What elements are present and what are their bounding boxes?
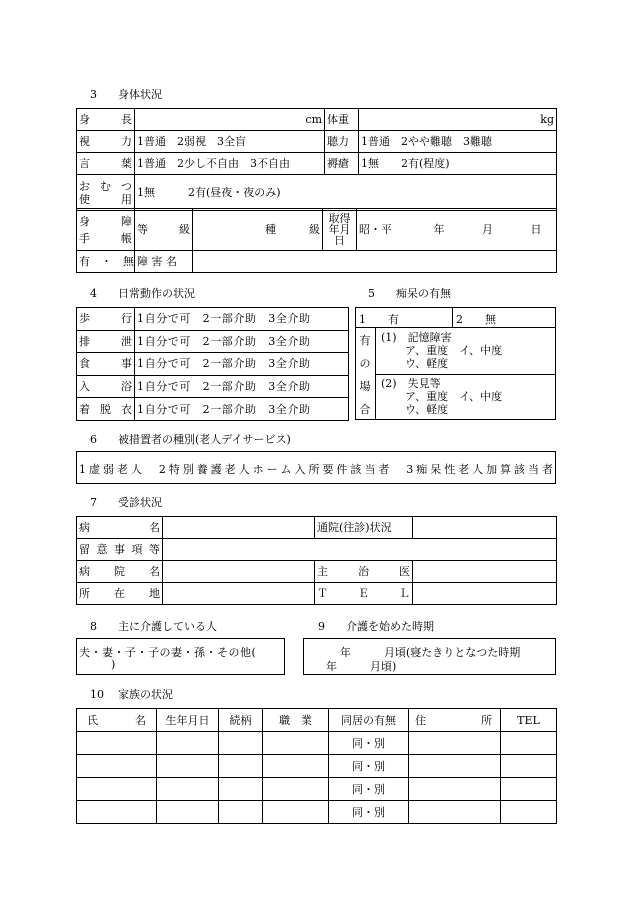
cohabitation-field[interactable]: 同・別 [329, 732, 409, 755]
address-field[interactable] [163, 583, 315, 605]
daily-activity-table [76, 307, 349, 421]
family-cell[interactable] [263, 732, 329, 755]
diaper-label: お む つ 使 用 [77, 175, 135, 211]
family-cell[interactable] [157, 778, 219, 801]
family-cell[interactable] [157, 755, 219, 778]
family-cell[interactable] [219, 732, 263, 755]
adl-label: 着 脱 衣 [77, 398, 135, 421]
family-cell[interactable] [219, 755, 263, 778]
caregiver-close-paren: ) [111, 658, 116, 671]
family-cell[interactable] [219, 801, 263, 824]
family-row [77, 801, 557, 824]
adl-label: 食 事 [77, 353, 135, 376]
side-label-char: 場 [359, 379, 371, 393]
section-10-heading: 10 家族の状況 [90, 688, 173, 701]
height-field[interactable]: cm [135, 109, 325, 131]
adl-options[interactable]: 1自分で可 2一部介助 3全介助 [135, 353, 349, 376]
disability-book-label: 身 障 手 帳 [77, 209, 135, 251]
family-cell[interactable] [77, 778, 157, 801]
family-cell[interactable] [77, 755, 157, 778]
family-cell[interactable] [77, 732, 157, 755]
care-start-line1: 年 月頃(寝たきりとなつた時期 [340, 646, 521, 659]
visit-status-field[interactable] [413, 517, 557, 539]
family-header: 氏 名 [77, 709, 157, 732]
dementia-row-divider [376, 374, 556, 375]
family-header: 続柄 [219, 709, 263, 732]
section-6-heading: 6 被措置者の種別(老人デイサービス) [90, 433, 291, 446]
dementia-divider [452, 307, 453, 328]
cohabitation-field[interactable]: 同・別 [329, 755, 409, 778]
adl-row [77, 375, 349, 398]
cohabitation-field[interactable]: 同・別 [329, 778, 409, 801]
disability-yesno[interactable]: 有 ・ 無 [77, 251, 135, 273]
vision-label: 視 力 [77, 131, 135, 153]
weight-label: 体重 [325, 109, 359, 131]
adl-row [77, 353, 349, 376]
family-cell[interactable] [501, 778, 557, 801]
family-cell[interactable] [263, 801, 329, 824]
adl-options[interactable]: 1自分で可 2一部介助 3全介助 [135, 398, 349, 421]
family-row [77, 732, 557, 755]
family-cell[interactable] [409, 801, 501, 824]
adl-label: 排 泄 [77, 330, 135, 353]
section-7-heading: 7 受診状況 [90, 496, 162, 509]
family-cell[interactable] [77, 801, 157, 824]
tel-field[interactable] [413, 583, 557, 605]
type-grade-field[interactable]: 種 級 [193, 209, 323, 251]
family-header: 生年月日 [157, 709, 219, 732]
section-3-heading: 3 身体状況 [90, 88, 162, 101]
notes-label: 留 意 事 項 等 [77, 539, 163, 561]
family-cell[interactable] [409, 732, 501, 755]
adl-options[interactable]: 1自分で可 2一部介助 3全介助 [135, 308, 349, 331]
adl-label: 歩 行 [77, 308, 135, 331]
adl-label: 入 浴 [77, 375, 135, 398]
family-cell[interactable] [501, 732, 557, 755]
family-cell[interactable] [263, 755, 329, 778]
care-start-box[interactable] [303, 638, 556, 675]
family-header: TEL [501, 709, 557, 732]
grade-label: 等 級 [135, 209, 193, 251]
bedsore-options[interactable]: 1無 2有(程度) [359, 153, 557, 175]
medical-table [76, 516, 557, 605]
family-row [77, 755, 557, 778]
disability-table [76, 208, 557, 273]
care-start-line2: 年 月頃) [326, 660, 397, 673]
family-cell[interactable] [157, 732, 219, 755]
section-4-heading: 4 日常動作の状況 [90, 287, 195, 300]
tel-label: Ｔ Ｅ Ｌ [315, 583, 413, 605]
vision-options[interactable]: 1普通 2弱視 3全盲 [135, 131, 325, 153]
adl-options[interactable]: 1自分で可 2一部介助 3全介助 [135, 375, 349, 398]
adl-row [77, 398, 349, 421]
adl-options[interactable]: 1自分で可 2一部介助 3全介助 [135, 330, 349, 353]
care-type-box [76, 451, 556, 484]
dementia-no[interactable]: 2 無 [456, 313, 496, 326]
family-cell[interactable] [501, 801, 557, 824]
side-label-char: 合 [359, 402, 371, 416]
adl-row [77, 308, 349, 331]
speech-options[interactable]: 1普通 2少し不自由 3不自由 [135, 153, 325, 175]
section-9-heading: 9 介護を始めた時期 [318, 620, 434, 633]
doctor-field[interactable] [413, 561, 557, 583]
family-header: 住 所 [409, 709, 501, 732]
disorientation[interactable]: (2) 失見等 ア、重度 イ、中度 ウ、軽度 [381, 377, 503, 416]
cohabitation-field[interactable]: 同・別 [329, 801, 409, 824]
bedsore-label: 褥瘡 [325, 153, 359, 175]
family-cell[interactable] [263, 778, 329, 801]
hospital-label: 病 院 名 [77, 561, 163, 583]
disease-label: 病 名 [77, 517, 163, 539]
family-cell[interactable] [157, 801, 219, 824]
family-header: 職 業 [263, 709, 329, 732]
caregiver-box[interactable] [76, 638, 285, 675]
family-cell[interactable] [501, 755, 557, 778]
family-cell[interactable] [409, 778, 501, 801]
if-yes-side-label [355, 328, 376, 420]
visit-status-label: 通院(往診)状況 [315, 517, 413, 539]
hearing-label: 聴力 [325, 131, 359, 153]
dementia-yes[interactable]: 1 有 [359, 313, 399, 326]
body-condition-table [76, 108, 557, 211]
family-header: 同居の有無 [329, 709, 409, 732]
weight-field[interactable]: kg [359, 109, 557, 131]
speech-label: 言 葉 [77, 153, 135, 175]
adl-row [77, 330, 349, 353]
family-row [77, 778, 557, 801]
disease-field[interactable] [163, 517, 315, 539]
section-8-heading: 8 主に介護している人 [90, 620, 217, 633]
family-cell[interactable] [409, 755, 501, 778]
memory-impairment[interactable]: (1) 記憶障害 ア、重度 イ、中度 ウ、軽度 [381, 331, 503, 370]
family-cell[interactable] [219, 778, 263, 801]
height-label: 身 長 [77, 109, 135, 131]
side-label-char: 有 [359, 333, 371, 347]
caregiver-options: 夫・妻・子・子の妻・孫・その他( [79, 646, 257, 659]
hearing-options[interactable]: 1普通 2やや難聴 3難聴 [359, 131, 557, 153]
disability-name-field[interactable] [193, 251, 557, 273]
care-type-options[interactable]: 1虚弱老人 2特別養護老人ホーム入所要件該当者 3痴呆性老人加算該当者 [79, 463, 553, 476]
section-5-heading: 5 痴呆の有無 [368, 287, 451, 300]
doctor-label: 主 治 医 [315, 561, 413, 583]
family-table [76, 708, 557, 824]
notes-field[interactable] [163, 539, 557, 561]
hospital-field[interactable] [163, 561, 315, 583]
acquired-date-field[interactable]: 昭・平 年 月 日 [357, 209, 557, 251]
side-label-char: の [359, 356, 371, 370]
acquired-date-label: 取得 年月 日 [323, 209, 357, 251]
disability-name-label: 障 害 名 [135, 251, 193, 273]
address-label: 所 在 地 [77, 583, 163, 605]
diaper-options[interactable]: 1無 2有(昼夜・夜のみ) [135, 175, 557, 211]
